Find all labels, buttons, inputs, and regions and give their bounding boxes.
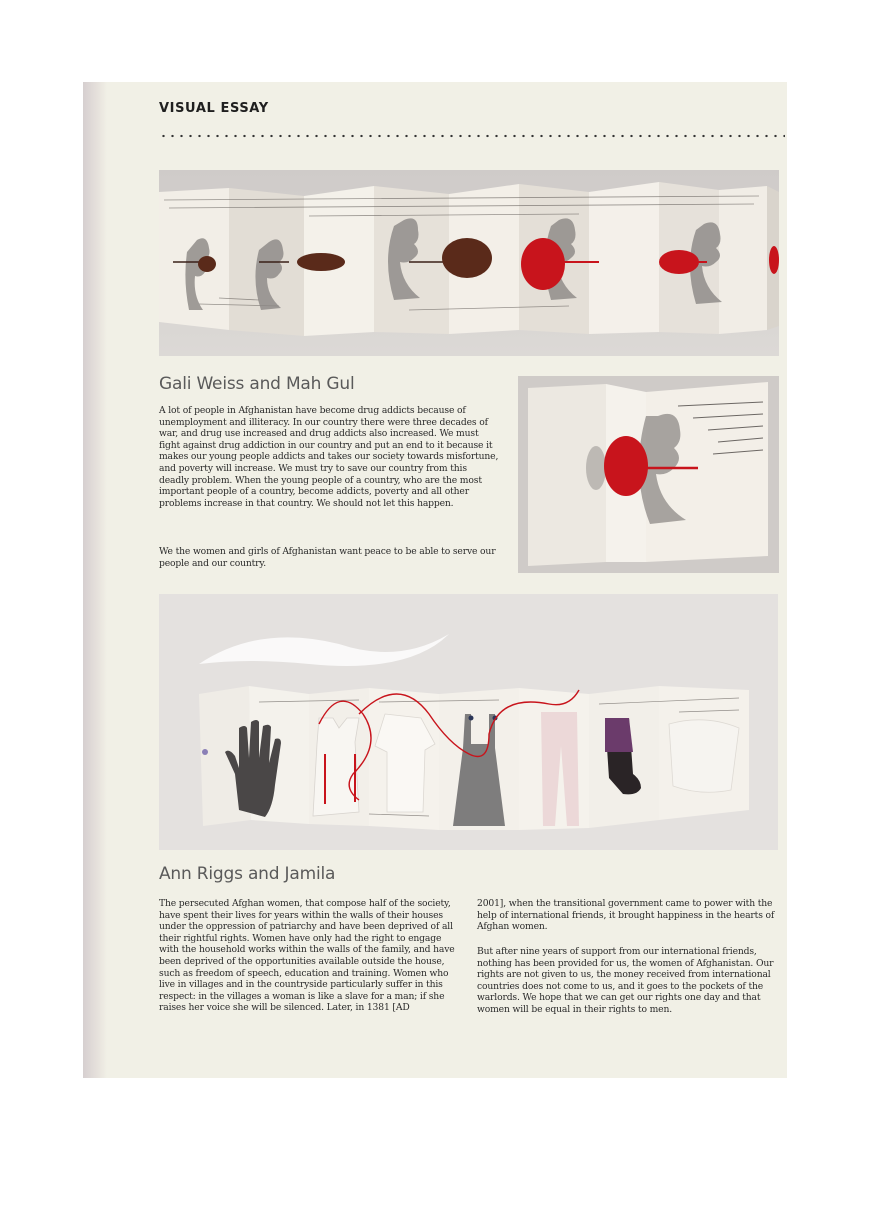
artwork-photo-accordion-clothes: [159, 594, 778, 850]
artwork-photo-accordion-faces: [159, 170, 779, 356]
article-2-paragraph-3: But after nine years of support from our international friends, nothing has been provided for us, the women of Afghanistan. Our rights are not given to us, the money received from international countries does not come to us, and it goes to the pockets of the warlords. We hope that we can get our rights one day and that women will be equal in their rights to men.: [477, 946, 774, 1015]
article-2-paragraph-2: 2001], when the transitional government came to power with the help of international friends, it brought happiness in the hearts of Afghan women.: [477, 898, 775, 933]
dotted-divider: [159, 134, 785, 138]
artwork-photo-red-smoke-closeup: [518, 376, 779, 573]
article-title-2: Ann Riggs and Jamila: [159, 864, 336, 884]
article-1-paragraph-1: A lot of people in Afghanistan have become drug addicts because of unemployment and illiteracy. In our country there were three decades of war, and drug use increased and drug addicts also increased. We must fight against drug addiction in our country and put an end to it because it makes our young people addicts and takes our society towards misfortune, and poverty will increase. We must try to save our country from this deadly problem. When the young people of a country, who are the most important people of a country, become addicts, poverty and all other problems increase in that country. We should not let this happen.: [159, 405, 499, 509]
page-gutter: [83, 82, 107, 1078]
article-1-paragraph-2: We the women and girls of Afghanistan want peace to be able to serve our people and our country.: [159, 546, 496, 569]
article-2-paragraph-1: The persecuted Afghan women, that compose half of the society, have spent their lives for years within the walls of their houses under the oppression of patriarchy and have been deprived of all their rightful rights. Women have only had the right to engage with the household works within the walls of the family, and have been deprived of the opportunities available outside the house, such as freedom of speech, education and training. Women who live in villages and in the countryside particularly suffer in this respect: in the villages a woman is like a slave for a man; if she raises her voice she will be silenced. Later, in 1381 [AD: [159, 898, 455, 1014]
article-title-1: Gali Weiss and Mah Gul: [159, 374, 355, 394]
section-label: VISUAL ESSAY: [159, 101, 269, 116]
